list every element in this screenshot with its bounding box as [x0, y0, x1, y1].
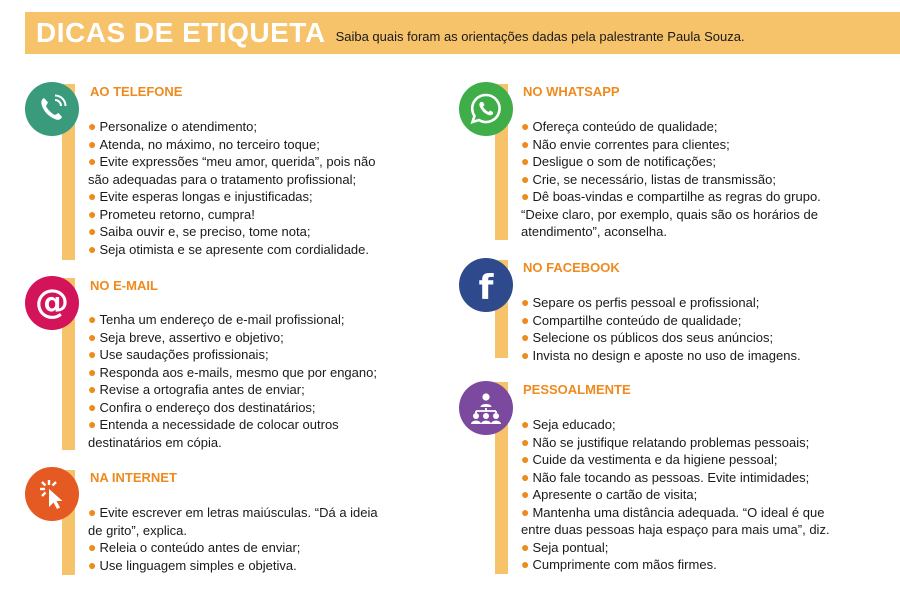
list-item-continuation: de grito”, explica. — [88, 522, 187, 538]
header-banner — [25, 12, 900, 54]
list-item: ● Releia o conteúdo antes de enviar; — [88, 539, 301, 555]
list-item: ● Compartilhe conteúdo de qualidade; — [521, 311, 742, 328]
heading-email: NO E-MAIL — [90, 278, 158, 293]
list-item: ● Ofereça conteúdo de qualidade; — [521, 118, 718, 134]
list-whatsapp — [521, 118, 821, 241]
list-item-continuation: entre duas pessoas haja espaço para mais uma”, diz. — [521, 522, 830, 537]
at-sign-icon: @ — [25, 276, 79, 330]
phone-icon — [25, 82, 79, 136]
heading-pessoalmente: PESSOALMENTE — [523, 382, 631, 397]
page-subtitle: Saiba quais foram as orientações dadas pela palestrante Paula Souza. — [335, 28, 745, 44]
page-title: DICAS DE ETIQUETA — [36, 17, 326, 48]
facebook-icon: f — [459, 258, 513, 312]
people-network-icon — [459, 381, 513, 435]
list-item: ● Revise a ortografia antes de enviar; — [88, 381, 305, 397]
list-telefone — [88, 118, 376, 258]
list-item: ● Cuide da vestimenta e da higiene pessoal; — [521, 451, 778, 467]
list-item: ● Não fale tocando as pessoas. Evite intimidades; — [521, 468, 810, 485]
list-item: ● Desligue o som de notificações; — [521, 153, 717, 169]
list-item: ● Evite expressões “meu amor, querida”, pois não — [88, 153, 376, 169]
list-item: ● Não se justifique relatando problemas pessoais; — [521, 433, 810, 450]
list-item: ● Prometeu retorno, cumpra! — [88, 205, 255, 222]
heading-whatsapp: NO WHATSAPP — [523, 84, 620, 99]
list-item: ● Use saudações profissionais; — [88, 346, 269, 362]
list-item: ● Invista no design e aposte no uso de imagens. — [521, 346, 801, 363]
list-item: ● Personalize o atendimento; — [88, 118, 258, 134]
whatsapp-icon — [459, 82, 513, 136]
list-item: ● Entenda a necessidade de colocar outros — [88, 416, 339, 432]
list-item: ● Seja pontual; — [521, 538, 609, 555]
list-item: ● Não envie correntes para clientes; — [521, 135, 730, 152]
cursor-click-icon — [25, 467, 79, 521]
list-item-continuation: são adequadas para o tratamento profissional; — [88, 171, 357, 187]
list-item: ● Selecione os públicos dos seus anúncios; — [521, 329, 774, 345]
list-item-continuation: “Deixe claro, por exemplo, quais são os horários de — [521, 206, 818, 222]
heading-facebook: NO FACEBOOK — [523, 260, 620, 275]
list-item: ● Separe os perfis pessoal e profissional; — [521, 294, 760, 310]
list-email — [88, 311, 377, 451]
list-item: ● Dê boas-vindas e compartilhe as regras do grupo. — [521, 188, 821, 204]
list-item: ● Use linguagem simples e objetiva. — [88, 556, 297, 573]
list-item: ● Apresente o cartão de visita; — [521, 486, 698, 502]
list-item: ● Confira o endereço dos destinatários; — [88, 398, 316, 415]
list-item: ● Mantenha uma distância adequada. “O ideal é que — [521, 503, 825, 520]
list-item-continuation: destinatários em cópia. — [88, 434, 222, 450]
list-item: ● Tenha um endereço de e-mail profissional; — [88, 311, 345, 327]
heading-internet: NA INTERNET — [90, 470, 177, 485]
list-item: ● Seja otimista e se apresente com cordialidade. — [88, 240, 370, 257]
list-item: ● Atenda, no máximo, no terceiro toque; — [88, 135, 320, 152]
list-internet — [88, 504, 378, 574]
list-item: ● Crie, se necessário, listas de transmissão; — [521, 170, 776, 187]
list-item: ● Evite escrever em letras maiúsculas. “Dá a ideia — [88, 504, 378, 520]
heading-telefone: AO TELEFONE — [90, 84, 183, 99]
list-item: ● Saiba ouvir e, se preciso, tome nota; — [88, 223, 311, 239]
list-item: ● Responda aos e-mails, mesmo que por engano; — [88, 363, 377, 380]
list-facebook — [521, 294, 801, 364]
list-pessoalmente — [521, 416, 830, 574]
list-item: ● Cumprimente com mãos firmes. — [521, 556, 717, 572]
list-item: ● Seja educado; — [521, 416, 616, 432]
list-item: ● Seja breve, assertivo e objetivo; — [88, 328, 284, 345]
list-item-continuation: atendimento”, aconselha. — [521, 224, 667, 239]
list-item: ● Evite esperas longas e injustificadas; — [88, 188, 313, 204]
